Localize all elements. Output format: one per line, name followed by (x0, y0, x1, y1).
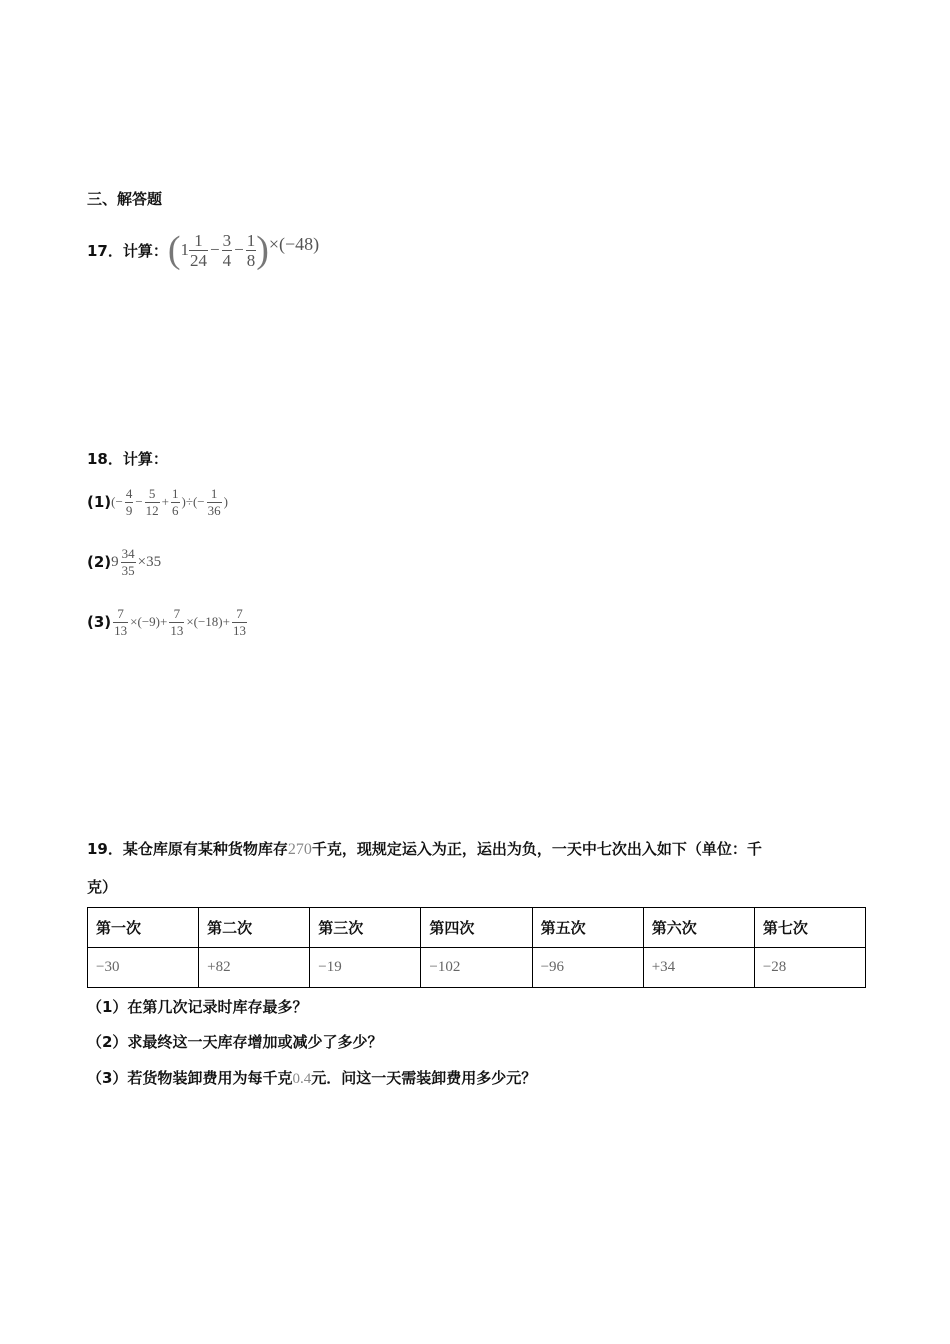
table-value-cell: +34 (643, 948, 754, 988)
q19-sub-3: （3）若货物装卸费用为每千克0.4元．问这一天需装卸费用多少元？ (87, 1069, 537, 1087)
q17-fraction-3: $\frac{1}{8}$ (246, 230, 256, 270)
table-header-cell: 第四次 (421, 908, 532, 948)
table-value-cell: −19 (310, 948, 421, 988)
q17-label: 17．计算： (87, 241, 168, 260)
table-header-cell: 第三次 (310, 908, 421, 948)
table-header-cell: 第六次 (643, 908, 754, 948)
q18-part-1: (1) (− $\frac{4}{9}$ − $\frac{5}{12}$ + $\frac{1}{6}$ )÷(− $\frac{1}{36}$ ) (87, 485, 228, 518)
question-17 (87, 228, 319, 272)
table-value-cell: +82 (199, 948, 310, 988)
q17-expression: ( 1 $\frac{1}{24}$ − $\frac{3}{4}$ − $\frac{1}{8}$ ) ×(−48) (167, 229, 320, 271)
table-header-cell: 第五次 (532, 908, 643, 948)
q19-stem-line2: 克） (87, 878, 118, 896)
q19-table (87, 907, 866, 988)
table-value-cell: −102 (421, 948, 532, 988)
table-header-cell: 第一次 (88, 908, 199, 948)
q19-stem: 19．某仓库原有某种货物库存270千克，现规定运入为正，运出为负，一天中七次出入如下（单位：千 (87, 840, 762, 858)
q18-label: 18．计算： (87, 450, 168, 468)
table-header-cell: 第二次 (199, 908, 310, 948)
q19-sub-1: （1）在第几次记录时库存最多？ (87, 998, 308, 1016)
q17-fraction-1: $\frac{1}{24}$ (190, 230, 208, 270)
table-header-cell: 第七次 (754, 908, 865, 948)
section-title: 三、解答题 (87, 190, 163, 208)
table-value-row (88, 948, 866, 988)
q18-part-2: (2) 9 $\frac{34}{35}$ ×35 (87, 545, 162, 578)
q18-part-3: (3) $\frac{7}{13}$ ×(−9)+ $\frac{7}{13}$ ×(−18)+ $\frac{7}{13}$ (87, 605, 246, 638)
q19-sub-2: （2）求最终这一天库存增加或减少了多少？ (87, 1033, 383, 1051)
q17-fraction-2: $\frac{3}{4}$ (222, 230, 232, 270)
table-value-cell: −96 (532, 948, 643, 988)
table-header-row (88, 908, 866, 948)
table-value-cell: −30 (88, 948, 199, 988)
table-value-cell: −28 (754, 948, 865, 988)
